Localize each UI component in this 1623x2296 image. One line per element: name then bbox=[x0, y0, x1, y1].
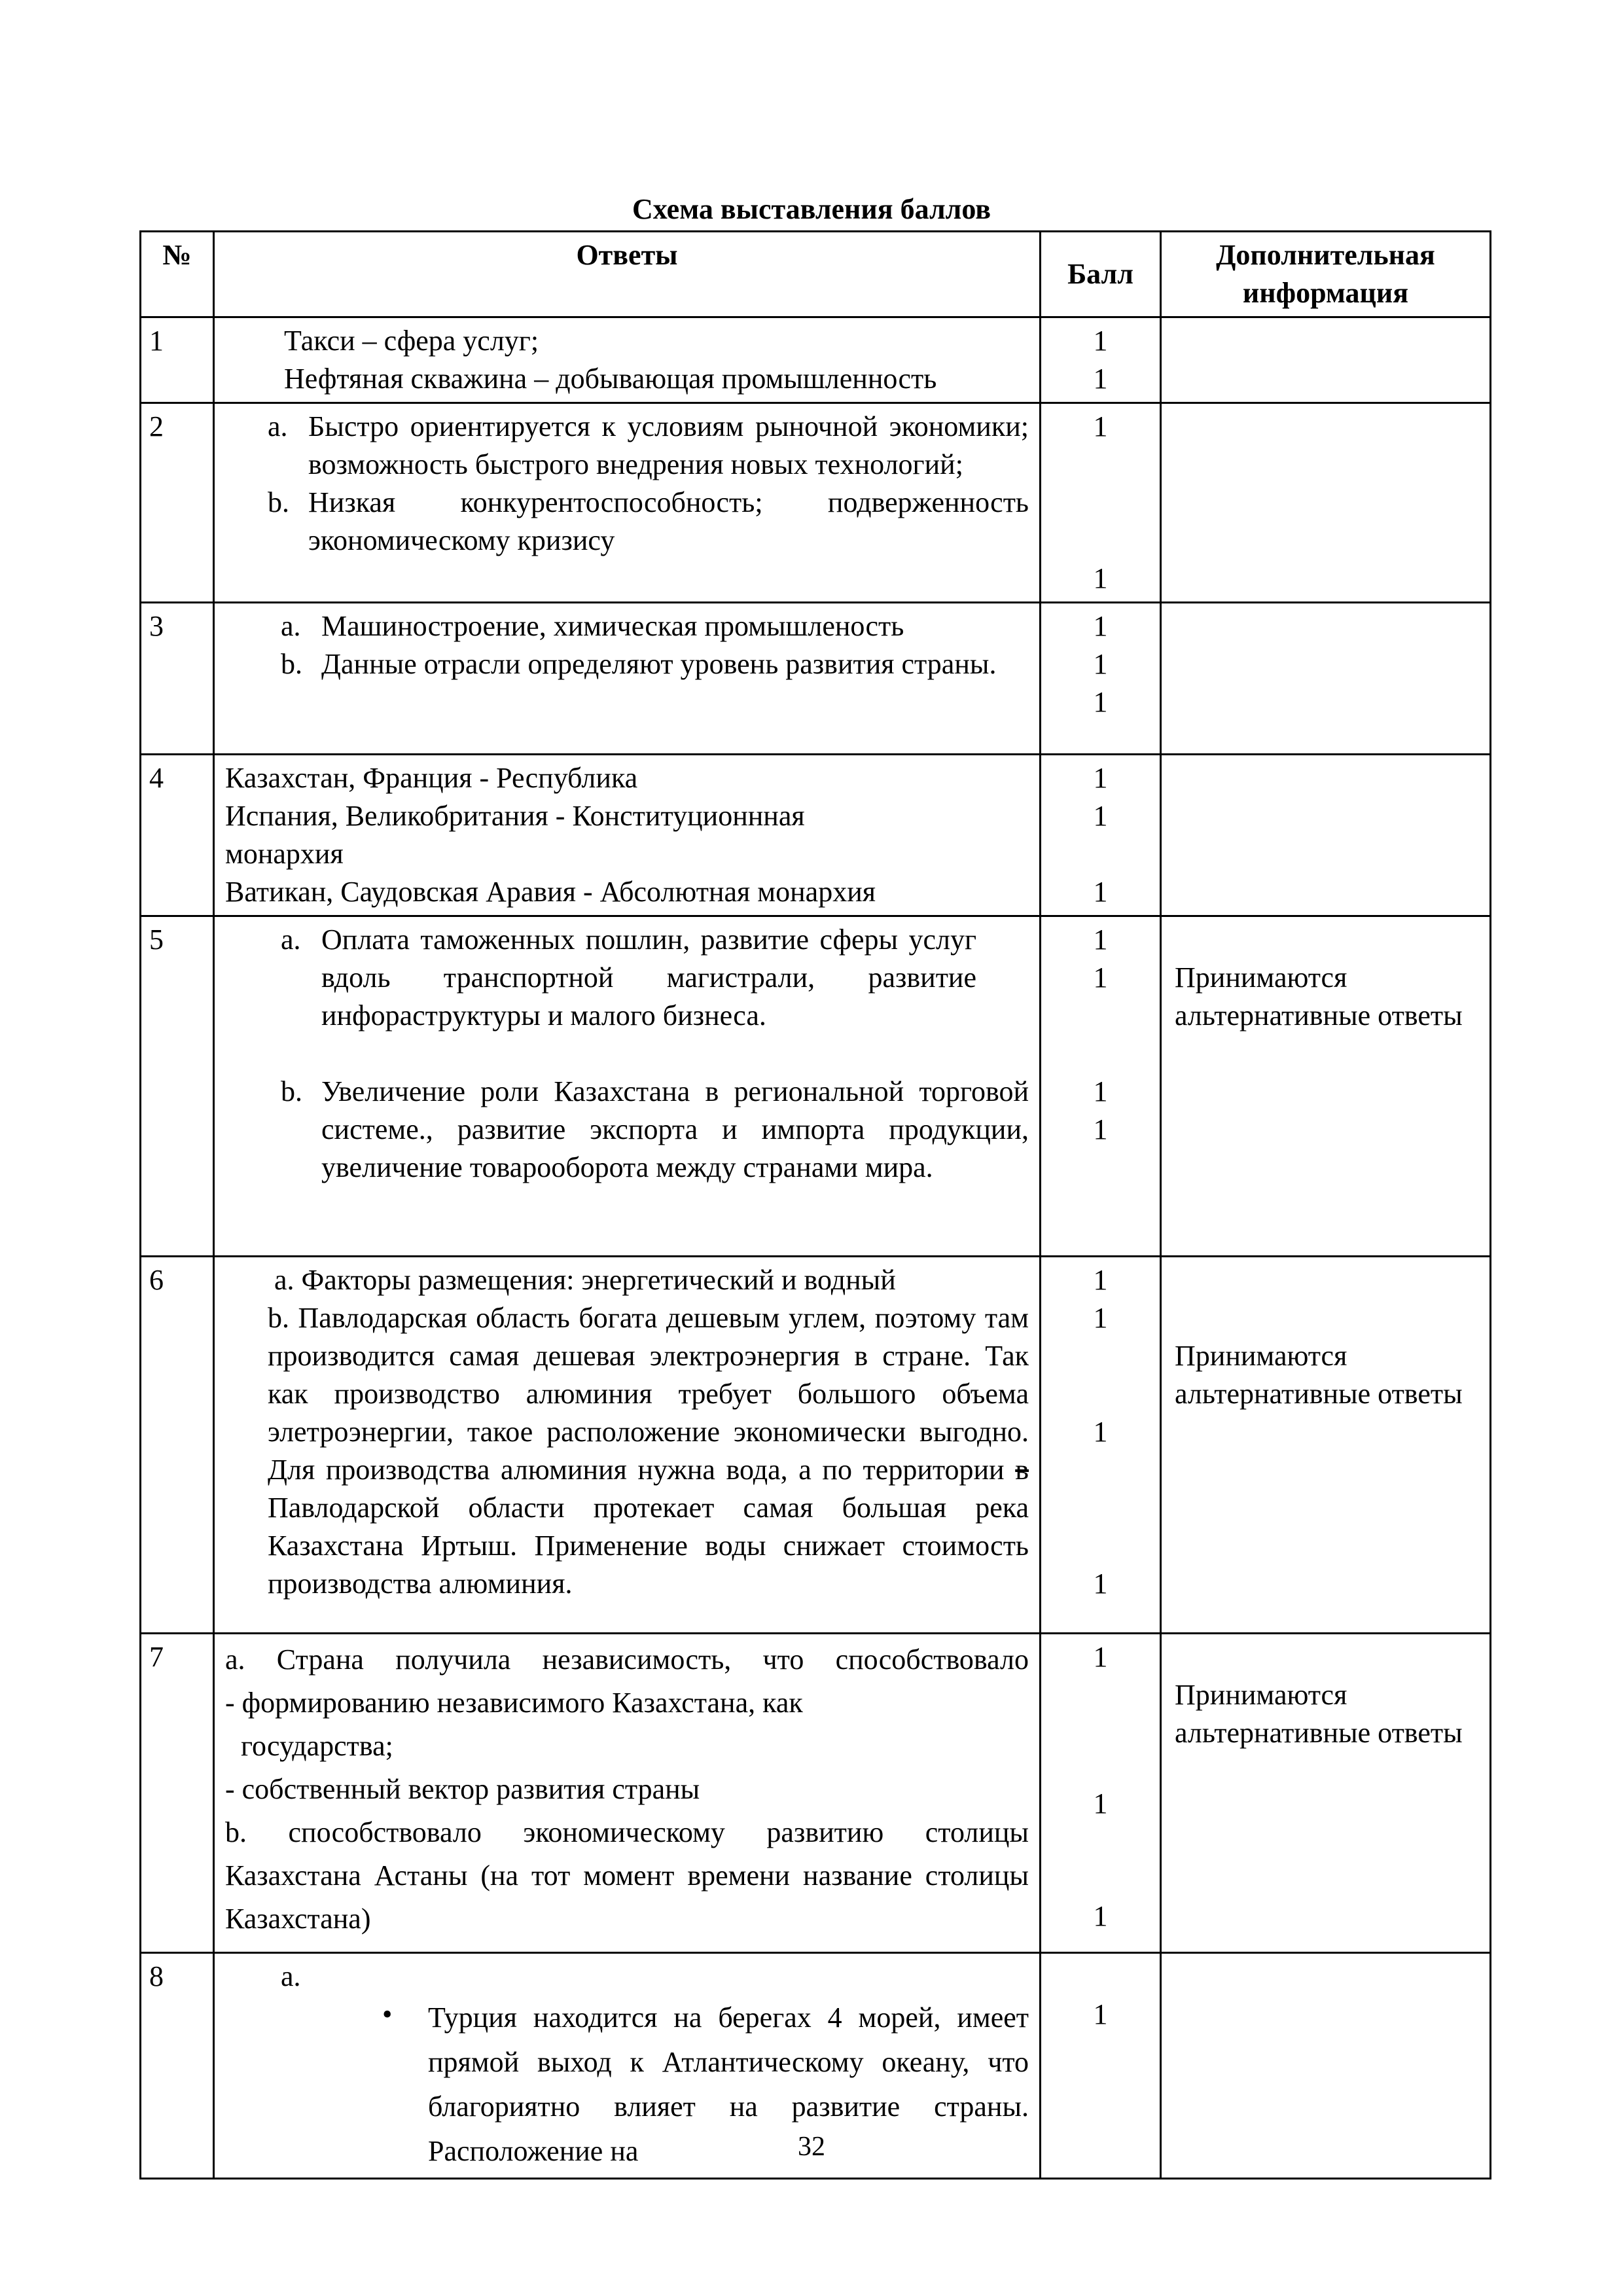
item-marker: a. bbox=[281, 610, 301, 642]
row-score bbox=[1041, 603, 1161, 755]
header-score: Балл bbox=[1041, 232, 1161, 317]
row-score bbox=[1041, 916, 1161, 1257]
score-value: 1 bbox=[1093, 648, 1108, 680]
table-row bbox=[141, 1634, 1491, 1953]
page-number: 32 bbox=[798, 2132, 825, 2162]
score-value: 1 bbox=[1093, 325, 1108, 357]
row-answer bbox=[214, 317, 1041, 403]
item-marker: a. bbox=[268, 410, 288, 442]
score-value: 1 bbox=[1093, 1998, 1108, 2030]
answer-line-a: a. Факторы размещения: энергетический и водный bbox=[274, 1264, 896, 1296]
item-marker: b. bbox=[281, 1075, 302, 1107]
header-answers: Ответы bbox=[214, 232, 1041, 317]
table-row bbox=[141, 755, 1491, 916]
answer-line: Такси – сфера услуг; bbox=[284, 325, 539, 357]
row-extra bbox=[1161, 603, 1491, 755]
page-title: Схема выставления баллов bbox=[632, 193, 991, 225]
score-value: 1 bbox=[1093, 961, 1108, 994]
answer-dash-line: - собственный вектор развития страны bbox=[225, 1773, 700, 1805]
score-value: 1 bbox=[1093, 1075, 1108, 1107]
table-row bbox=[141, 317, 1491, 403]
answer-item-a bbox=[225, 408, 1029, 484]
item-text: b. способствовало экономическому развитию столицы Казахстана Астаны (на тот момент времени название столицы Казахстана) bbox=[225, 1816, 1029, 1935]
row-score bbox=[1041, 1257, 1161, 1634]
header-extra: Дополнительная информация bbox=[1161, 232, 1491, 317]
row-number: 2 bbox=[141, 403, 214, 603]
row-number: 7 bbox=[141, 1634, 214, 1953]
score-value: 1 bbox=[1093, 876, 1108, 908]
score-value: 1 bbox=[1093, 924, 1108, 956]
item-text: Павлодарской области протекает самая большая река Казахстана Иртыш. Применение воды снижает стоимость производства алюминия. bbox=[268, 1492, 1029, 1600]
score-value: 1 bbox=[1093, 562, 1108, 594]
row-number: 5 bbox=[141, 916, 214, 1257]
answer-item-b bbox=[225, 484, 1029, 560]
item-marker: b. bbox=[268, 486, 289, 518]
score-value: 1 bbox=[1093, 1113, 1108, 1145]
table-row bbox=[141, 403, 1491, 603]
score-value: 1 bbox=[1093, 762, 1108, 794]
answer-dash-line-cont: государства; bbox=[241, 1730, 393, 1762]
row-answer bbox=[214, 916, 1041, 1257]
row-answer bbox=[214, 603, 1041, 755]
row-extra bbox=[1161, 1257, 1491, 1634]
struck-letter: в bbox=[1015, 1454, 1029, 1486]
answer-item-b bbox=[225, 645, 1029, 683]
item-text: Низкая конкурентоспособность; подверженность экономическому кризису bbox=[308, 486, 1029, 556]
answer-item-b bbox=[225, 1073, 1029, 1187]
item-marker: b. bbox=[281, 648, 302, 680]
answer-line-a: a. Страна получила независимость, что способствовало bbox=[225, 1643, 1029, 1676]
row-score bbox=[1041, 1634, 1161, 1953]
score-value: 1 bbox=[1093, 1264, 1108, 1296]
row-score bbox=[1041, 403, 1161, 603]
row-answer bbox=[214, 755, 1041, 916]
header-num: № bbox=[141, 232, 214, 317]
item-text: Турция находится на берегах 4 морей, имеет прямой выход к Атлантическому океану, что благориятно влияет на развитие страны. Расположение на bbox=[428, 2001, 1029, 2167]
answer-item-b bbox=[225, 1299, 1029, 1603]
row-extra bbox=[1161, 916, 1491, 1257]
answer-line: Нефтяная скважина – добывающая промышленность bbox=[284, 363, 937, 395]
row-number: 6 bbox=[141, 1257, 214, 1634]
score-value: 1 bbox=[1093, 1900, 1108, 1932]
item-text: Увеличение роли Казахстана в региональной торговой системе., развитие экспорта и импорта продукции, увеличение товарооборота между странами мира. bbox=[321, 1075, 1029, 1183]
answer-line: Ватикан, Саудовская Аравия - Абсолютная монархия bbox=[225, 876, 876, 908]
extra-note: Принимаются альтернативные ответы bbox=[1175, 1340, 1463, 1410]
answer-item-b bbox=[225, 1811, 1029, 1941]
row-extra bbox=[1161, 317, 1491, 403]
answer-item-a bbox=[225, 607, 1029, 645]
answer-item-a-marker: a. bbox=[281, 1960, 301, 1992]
row-answer bbox=[214, 1257, 1041, 1634]
item-text: Машиностроение, химическая промышленость bbox=[321, 610, 904, 642]
answer-line: Казахстан, Франция - Республика bbox=[225, 762, 638, 794]
answer-dash-line: - формированию независимого Казахстана, как bbox=[225, 1687, 803, 1719]
scoring-table bbox=[139, 230, 1491, 2179]
item-text: Данные отрасли определяют уровень развития страны. bbox=[321, 648, 997, 680]
item-text: Быстро ориентируется к условиям рыночной экономики; возможность быстрого внедрения новых технологий; bbox=[308, 410, 1029, 480]
item-marker: a. bbox=[281, 924, 301, 956]
row-score bbox=[1041, 755, 1161, 916]
row-number: 1 bbox=[141, 317, 214, 403]
score-value: 1 bbox=[1093, 1302, 1108, 1334]
row-number: 8 bbox=[141, 1953, 214, 2179]
answer-item-a bbox=[225, 921, 1029, 1035]
row-answer bbox=[214, 1634, 1041, 1953]
row-extra bbox=[1161, 1634, 1491, 1953]
score-value: 1 bbox=[1093, 686, 1108, 718]
row-score bbox=[1041, 317, 1161, 403]
item-text: Оплата таможенных пошлин, развитие сферы услуг вдоль транспортной магистрали, развитие инфораструктуры и малого бизнеса. bbox=[321, 924, 976, 1031]
score-value: 1 bbox=[1093, 800, 1108, 832]
row-extra bbox=[1161, 403, 1491, 603]
score-value: 1 bbox=[1093, 1787, 1108, 1820]
score-value: 1 bbox=[1093, 1641, 1108, 1673]
score-value: 1 bbox=[1093, 410, 1108, 442]
row-extra bbox=[1161, 755, 1491, 916]
table-row bbox=[141, 1257, 1491, 1634]
row-number: 3 bbox=[141, 603, 214, 755]
table-row bbox=[141, 603, 1491, 755]
bullet-icon: • bbox=[382, 1998, 393, 2030]
score-value: 1 bbox=[1093, 363, 1108, 395]
extra-note: Принимаются альтернативные ответы bbox=[1175, 961, 1463, 1031]
extra-note: Принимаются альтернативные ответы bbox=[1175, 1679, 1463, 1749]
item-text: b. Павлодарская область богата дешевым углем, поэтому там производится самая дешевая электроэнергия в стране. Так как производство алюминия требует большого объема элетроэнергии, такое расположение экономически выгодно. Для производства алюминия нужна вода, а по территории bbox=[268, 1302, 1029, 1486]
score-value: 1 bbox=[1093, 1416, 1108, 1448]
score-value: 1 bbox=[1093, 610, 1108, 642]
table-row bbox=[141, 916, 1491, 1257]
table-header-row bbox=[141, 232, 1491, 317]
answer-line: Испания, Великобритания - Конституционнная монархия bbox=[225, 800, 805, 870]
score-value: 1 bbox=[1093, 1568, 1108, 1600]
row-number: 4 bbox=[141, 755, 214, 916]
row-answer bbox=[214, 403, 1041, 603]
